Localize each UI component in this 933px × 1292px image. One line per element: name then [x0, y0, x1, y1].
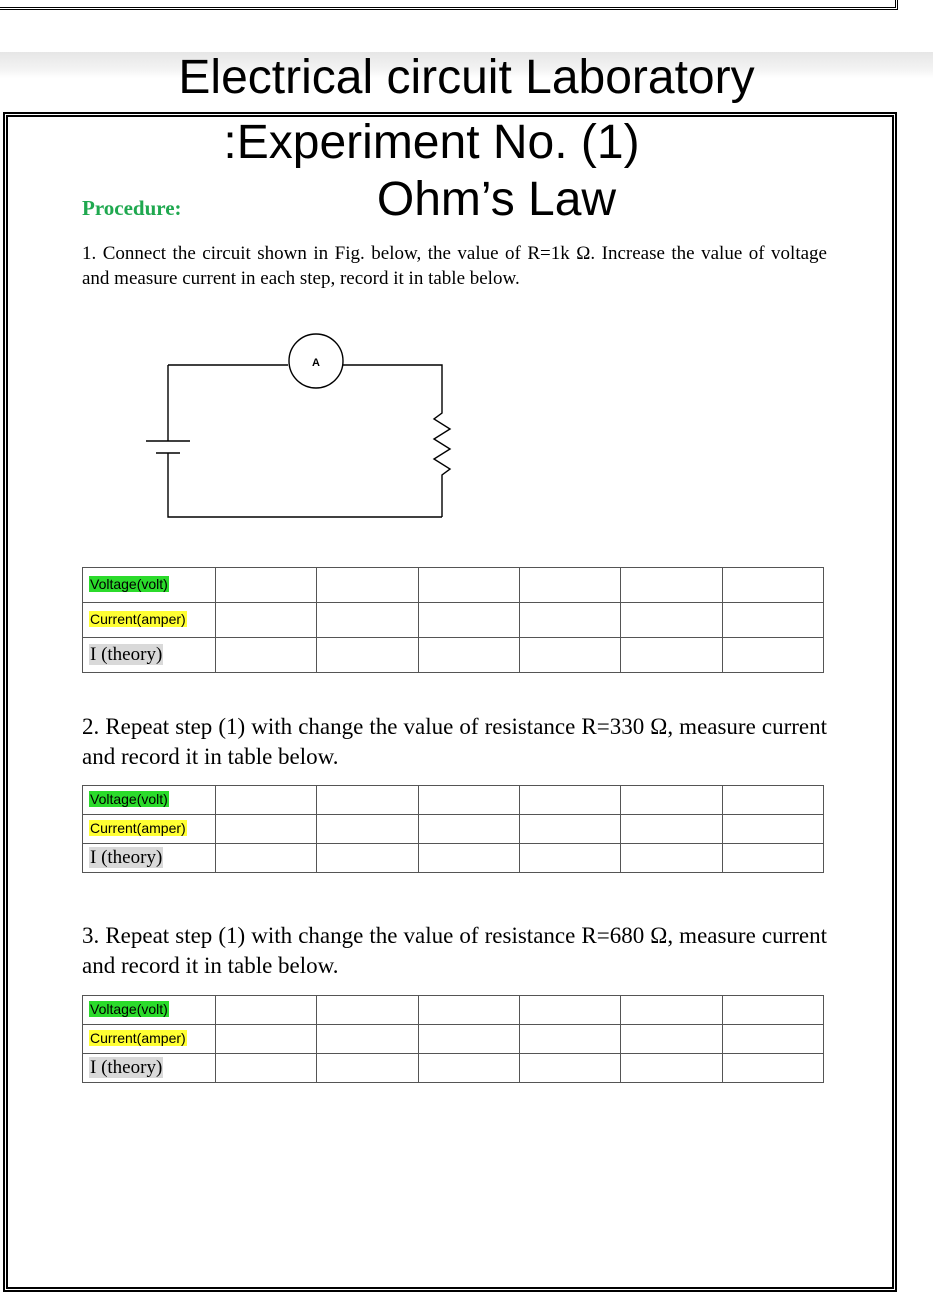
lab-title: Electrical circuit Laboratory	[178, 51, 755, 104]
table-cell[interactable]	[621, 603, 722, 638]
experiment-number: :Experiment No. (1)	[223, 116, 640, 169]
current-row-label: Current(amper)	[90, 611, 186, 627]
table-cell[interactable]	[216, 996, 317, 1025]
table-cell[interactable]	[418, 996, 519, 1025]
ammeter-label: A	[312, 357, 320, 369]
table-row	[83, 638, 824, 673]
results-table-1k	[82, 567, 824, 673]
table-cell[interactable]	[317, 815, 418, 844]
table-cell[interactable]	[621, 815, 722, 844]
current-row-label: Current(amper)	[90, 820, 186, 836]
wire-top-right	[343, 365, 442, 393]
table-cell[interactable]	[216, 844, 317, 873]
step-2-text: 2. Repeat step (1) with change the value of resistance R=330 Ω, measure current and record it in table below.	[82, 714, 827, 769]
table-cell[interactable]	[216, 815, 317, 844]
voltage-row-label: Voltage(volt)	[90, 1001, 168, 1017]
table-cell[interactable]	[216, 786, 317, 815]
table-cell[interactable]	[317, 1054, 418, 1083]
current-row-label: Current(amper)	[90, 1030, 186, 1046]
table-cell[interactable]	[418, 815, 519, 844]
table-cell[interactable]	[317, 568, 418, 603]
table-row	[83, 1054, 824, 1083]
table-cell[interactable]	[418, 844, 519, 873]
table-cell[interactable]	[621, 1054, 722, 1083]
table-cell[interactable]	[418, 1054, 519, 1083]
theory-row-label: I (theory)	[90, 1057, 163, 1078]
table-cell[interactable]	[519, 815, 620, 844]
resistor-icon	[434, 393, 450, 517]
step-1-text: 1. Connect the circuit shown in Fig. below, the value of R=1k Ω. Increase the value of voltage and measure current in each step, record it in table below.	[82, 243, 827, 289]
wire-bottom	[168, 453, 442, 517]
table-cell[interactable]	[519, 568, 620, 603]
table-cell[interactable]	[621, 996, 722, 1025]
table-cell[interactable]	[722, 638, 823, 673]
table-cell[interactable]	[418, 603, 519, 638]
table-cell[interactable]	[216, 1025, 317, 1054]
table-cell[interactable]	[216, 568, 317, 603]
procedure-heading: Procedure:	[82, 196, 182, 220]
table-cell[interactable]	[216, 638, 317, 673]
table-cell[interactable]	[621, 844, 722, 873]
table-cell[interactable]	[621, 638, 722, 673]
table-cell[interactable]	[418, 638, 519, 673]
table-cell[interactable]	[722, 815, 823, 844]
table-row	[83, 815, 824, 844]
table-cell[interactable]	[519, 638, 620, 673]
table-cell[interactable]	[418, 786, 519, 815]
table-cell[interactable]	[519, 1054, 620, 1083]
previous-page-frame	[0, 0, 898, 10]
table-cell[interactable]	[317, 996, 418, 1025]
table-row	[83, 996, 824, 1025]
table-row	[83, 603, 824, 638]
table-cell[interactable]	[519, 996, 620, 1025]
table-cell[interactable]	[621, 786, 722, 815]
table-cell[interactable]	[722, 603, 823, 638]
table-cell[interactable]	[519, 844, 620, 873]
table-cell[interactable]	[216, 1054, 317, 1083]
circuit-diagram	[140, 333, 460, 528]
table-row	[83, 844, 824, 873]
step-3-text: 3. Repeat step (1) with change the value of resistance R=680 Ω, measure current and record it in table below.	[82, 923, 827, 978]
table-cell[interactable]	[519, 603, 620, 638]
table-cell[interactable]	[621, 1025, 722, 1054]
battery-icon	[146, 365, 190, 453]
table-cell[interactable]	[519, 786, 620, 815]
results-table-680	[82, 995, 824, 1083]
table-cell[interactable]	[722, 786, 823, 815]
table-row	[83, 786, 824, 815]
table-cell[interactable]	[317, 1025, 418, 1054]
theory-row-label: I (theory)	[90, 644, 163, 665]
table-cell[interactable]	[418, 568, 519, 603]
table-cell[interactable]	[317, 786, 418, 815]
voltage-row-label: Voltage(volt)	[90, 791, 168, 807]
table-cell[interactable]	[317, 844, 418, 873]
table-cell[interactable]	[722, 996, 823, 1025]
table-cell[interactable]	[418, 1025, 519, 1054]
table-cell[interactable]	[519, 1025, 620, 1054]
table-cell[interactable]	[722, 1025, 823, 1054]
voltage-row-label: Voltage(volt)	[90, 576, 168, 592]
table-cell[interactable]	[317, 603, 418, 638]
table-row	[83, 1025, 824, 1054]
results-table-330	[82, 785, 824, 873]
experiment-name: Ohm’s Law	[376, 173, 617, 226]
table-cell[interactable]	[722, 1054, 823, 1083]
table-cell[interactable]	[722, 568, 823, 603]
table-cell[interactable]	[216, 603, 317, 638]
table-row	[83, 568, 824, 603]
theory-row-label: I (theory)	[90, 847, 163, 868]
table-cell[interactable]	[621, 568, 722, 603]
table-cell[interactable]	[722, 844, 823, 873]
table-cell[interactable]	[317, 638, 418, 673]
